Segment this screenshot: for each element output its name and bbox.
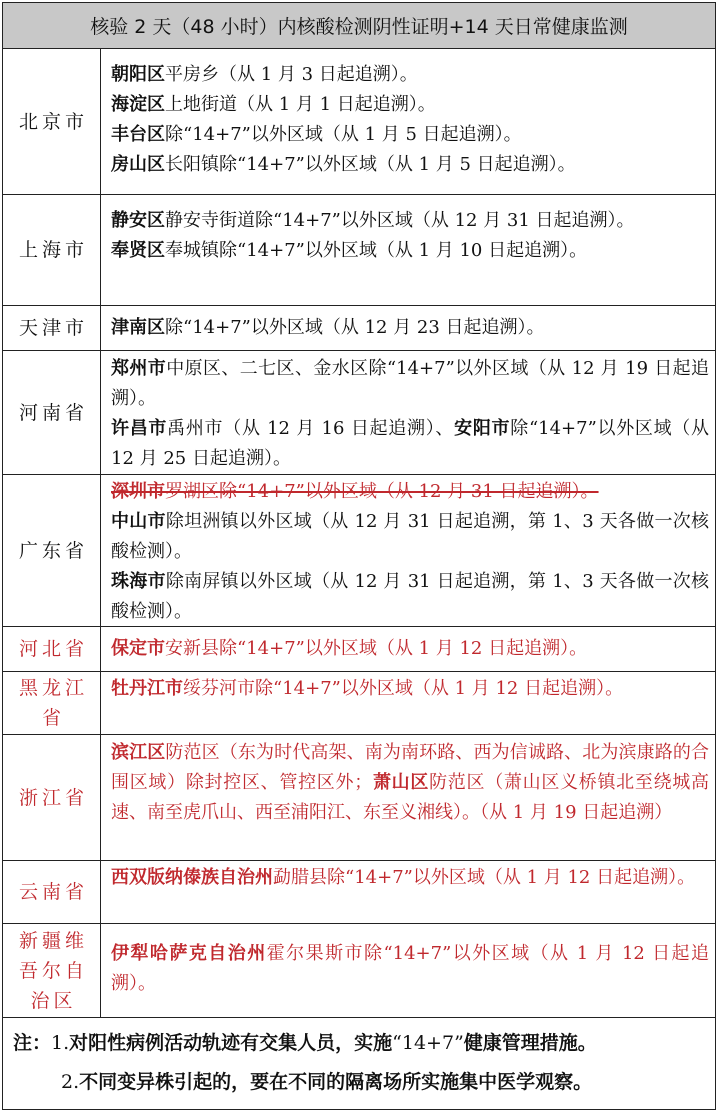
region-text: 绥芬河市除“14+7”以外区域（从 1 月 12 日起追溯）。 — [183, 678, 624, 699]
city-name: 奉贤区 — [111, 240, 165, 261]
list-item — [111, 567, 709, 627]
table-row-tianjin — [3, 306, 715, 351]
region-text: 罗湖区除“14+7”以外区域（从 12 月 31 日起追溯）。 — [165, 481, 599, 502]
city-name: 津南区 — [111, 317, 165, 338]
region-text: 静安寺街道除“14+7”以外区域（从 12 月 31 日起追溯）。 — [165, 210, 635, 231]
province-name: 河北省 — [3, 627, 101, 671]
list-item — [111, 60, 709, 90]
list-item-struck — [111, 477, 709, 507]
table-row-zhejiang — [3, 735, 715, 861]
region-cell — [101, 351, 715, 474]
city-name: 海淀区 — [111, 94, 165, 115]
city-name: 萧山区 — [372, 772, 430, 793]
city-name: 安阳市 — [454, 418, 511, 439]
region-cell — [101, 672, 715, 734]
note-text: 不同变异株引起的，要在不同的隔离场所实施集中医学观察。 — [79, 1071, 593, 1093]
city-name: 郑州市 — [111, 358, 167, 379]
note-text: 对阳性病例活动轨迹有交集人员，实施 — [69, 1032, 393, 1054]
note-1 — [13, 1024, 707, 1063]
city-name: 深圳市 — [111, 481, 165, 502]
list-item — [111, 90, 709, 120]
city-name: 珠海市 — [111, 571, 166, 592]
note-2 — [13, 1063, 707, 1102]
province-name: 黑龙江省 — [3, 672, 101, 734]
list-item — [111, 236, 709, 266]
table-row-yunnan — [3, 861, 715, 924]
city-name: 许昌市 — [111, 418, 168, 439]
region-text: 霍尔果斯市除“14+7”以外区域（从 1 月 12 日起追溯）。 — [111, 943, 709, 994]
city-name: 房山区 — [111, 154, 165, 175]
province-name: 河南省 — [3, 351, 101, 474]
region-text: 平房乡（从 1 月 3 日起追溯）。 — [165, 64, 418, 85]
city-name: 伊犁哈萨克自治州 — [111, 943, 267, 964]
region-text: 除南屏镇以外区域（从 12 月 31 日起追溯，第 1、3 天各做一次核酸检测）。 — [111, 571, 710, 622]
region-cell — [101, 861, 715, 923]
list-item — [111, 507, 709, 567]
province-name: 浙江省 — [3, 735, 101, 860]
note-text: 健康管理措施。 — [463, 1032, 597, 1054]
region-text: 长阳镇除“14+7”以外区域（从 1 月 5 日起追溯）。 — [165, 154, 576, 175]
region-cell — [101, 195, 715, 305]
city-name: 静安区 — [111, 210, 165, 231]
city-name: 滨江区 — [111, 742, 166, 763]
region-text: 除“14+7”以外区域（从 12 月 23 日起追溯）。 — [165, 317, 545, 338]
note-prefix: 注： — [13, 1032, 52, 1054]
table-header — [3, 3, 715, 49]
region-cell — [101, 306, 715, 350]
region-cell — [101, 49, 715, 194]
region-cell — [101, 475, 715, 626]
region-cell — [101, 627, 715, 671]
region-cell — [101, 924, 715, 1017]
region-text: 奉城镇除“14+7”以外区域（从 1 月 10 日起追溯）。 — [165, 240, 588, 261]
note-number: 1. — [51, 1032, 70, 1054]
table-row-beijing — [3, 49, 715, 195]
list-item — [111, 738, 709, 828]
region-text: 勐腊县除“14+7”以外区域（从 1 月 12 日起追溯）。 — [273, 867, 696, 888]
region-cell — [101, 735, 715, 860]
policy-table — [2, 2, 716, 1110]
list-item — [111, 414, 709, 474]
city-name: 保定市 — [111, 638, 165, 659]
table-row-guangdong — [3, 475, 715, 627]
list-item — [111, 634, 709, 664]
notes — [3, 1018, 715, 1111]
region-text: 上地街道（从 1 月 1 日起追溯）。 — [165, 94, 436, 115]
province-name: 上海市 — [3, 195, 101, 305]
list-item — [111, 206, 709, 236]
header-title: 核验 2 天（48 小时）内核酸检测阴性证明+14 天日常健康监测 — [90, 16, 628, 38]
table-row-xinjiang — [3, 924, 715, 1018]
table-row-henan — [3, 351, 715, 475]
list-item — [111, 939, 709, 999]
table-row-hebei — [3, 627, 715, 672]
region-text: 安新县除“14+7”以外区域（从 1 月 12 日起追溯）。 — [165, 638, 588, 659]
list-item — [111, 354, 709, 414]
list-item — [111, 863, 709, 893]
note-text: “14+7” — [392, 1032, 464, 1054]
region-text: 禹州市（从 12 月 16 日起追溯）、 — [167, 418, 455, 439]
city-name: 西双版纳傣族自治州 — [111, 867, 273, 888]
table-row-shanghai — [3, 195, 715, 306]
region-text: 防范区（萧山区义桥镇北至绕城高速、南至虎爪山、西至浦阳江、东至义湘线）。（从 1 月 19 日起追溯） — [111, 772, 710, 823]
region-text: 中原区、二七区、金水区除“14+7”以外区域（从 12 月 19 日起追溯）。 — [111, 358, 709, 409]
city-name: 牡丹江市 — [111, 678, 183, 699]
region-text: 除“14+7”以外区域（从 1 月 5 日起追溯）。 — [165, 124, 522, 145]
city-name: 中山市 — [111, 511, 166, 532]
city-name: 朝阳区 — [111, 64, 165, 85]
region-text: 防范区（东为时代高架、南为南环路、西为信诚路、北为滨康路的合围区域）除封控区、管控区外； — [111, 742, 709, 793]
note-number: 2. — [61, 1071, 80, 1093]
list-item — [111, 120, 709, 150]
list-item — [111, 674, 709, 704]
province-name: 新疆维吾尔自治区 — [3, 924, 101, 1017]
province-name: 广东省 — [3, 475, 101, 626]
province-name: 北京市 — [3, 49, 101, 194]
province-name: 云南省 — [3, 861, 101, 923]
list-item — [111, 313, 709, 343]
table-row-heilongjiang — [3, 672, 715, 735]
province-name: 天津市 — [3, 306, 101, 350]
region-text: 除“14+7”以外区域（从 12 月 25 日起追溯）。 — [111, 418, 710, 469]
region-text: 除坦洲镇以外区域（从 12 月 31 日起追溯，第 1、3 天各做一次核酸检测）。 — [111, 511, 710, 562]
city-name: 丰台区 — [111, 124, 165, 145]
list-item — [111, 150, 709, 180]
